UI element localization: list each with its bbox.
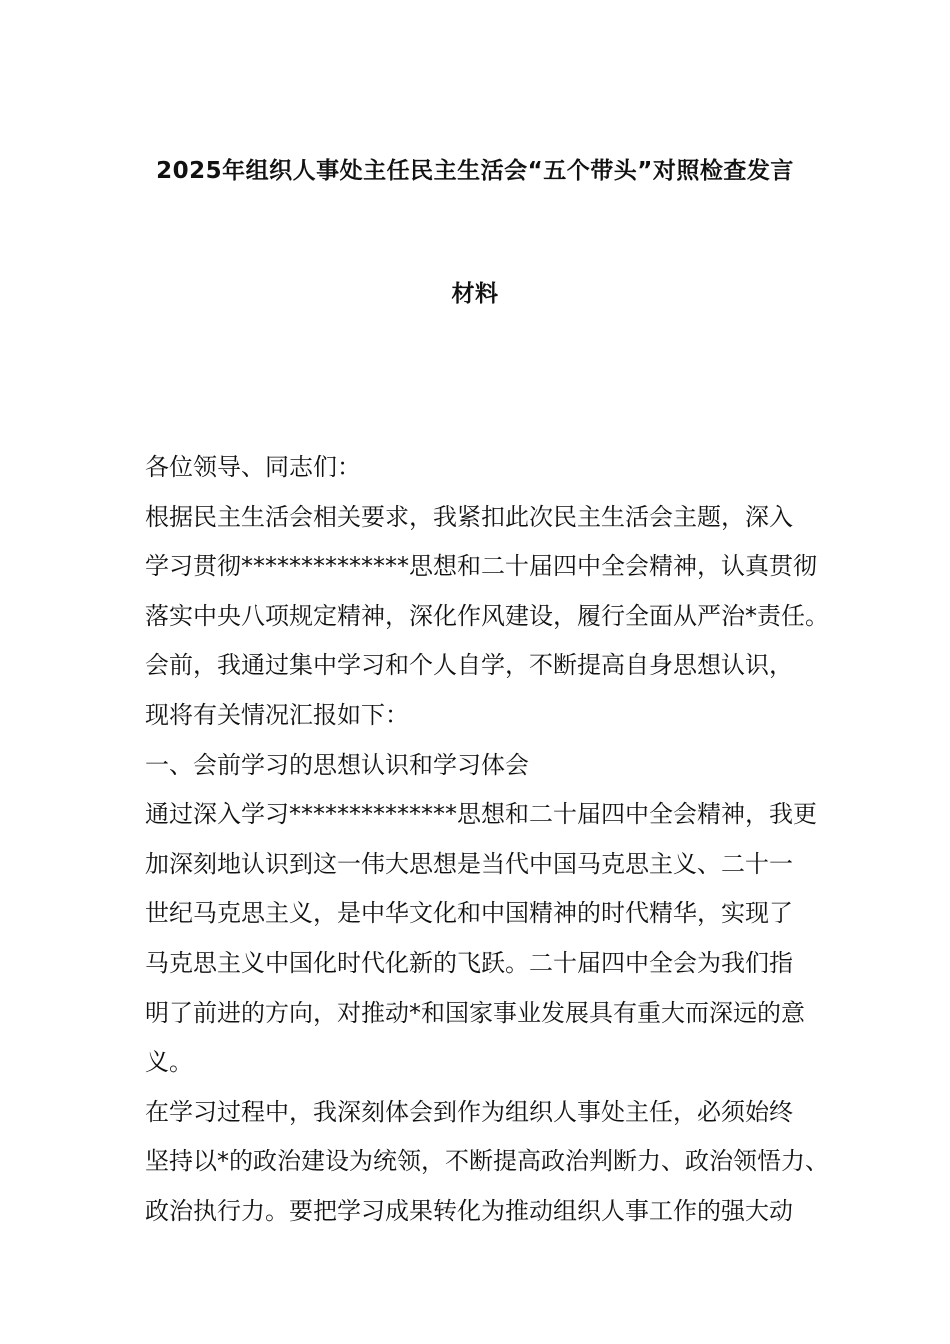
paragraph-line: 现将有关情况汇报如下： [145,700,409,729]
paragraph-line: 义。 [145,1048,193,1077]
paragraph-line: 政治执行力。要把学习成果转化为推动组织人事工作的强大动 [145,1196,793,1225]
paragraph-line: 通过深入学习**************思想和二十届四中全会精神，我更 [145,800,817,829]
paragraph-line: 明了前进的方向，对推动*和国家事业发展具有重大而深远的意 [145,998,805,1027]
paragraph-line: 世纪马克思主义，是中华文化和中国精神的时代精华，实现了 [145,899,793,928]
paragraph-line: 在学习过程中，我深刻体会到作为组织人事处主任，必须始终 [145,1097,793,1126]
section-heading: 一、会前学习的思想认识和学习体会 [145,750,529,779]
document-title: 2025年组织人事处主任民主生活会“五个带头”对照检查发言 [156,158,794,184]
document-body [145,443,835,1237]
paragraph-line: 会前，我通过集中学习和个人自学，不断提高自身思想认识， [145,651,793,680]
document-title-continuation: 材料 [451,281,499,307]
paragraph-line: 坚持以*的政治建设为统领，不断提高政治判断力、政治领悟力、 [145,1147,829,1176]
salutation: 各位领导、同志们： [145,453,361,481]
paragraph-line: 学习贯彻**************思想和二十届四中全会精神，认真贯彻 [145,552,817,581]
paragraph-line: 加深刻地认识到这一伟大思想是当代中国马克思主义、二十一 [145,849,793,878]
paragraph-line: 根据民主生活会相关要求，我紧扣此次民主生活会主题，深入 [145,502,793,531]
paragraph-line: 落实中央八项规定精神，深化作风建设，履行全面从严治*责任。 [145,601,829,630]
paragraph-line: 马克思主义中国化时代化新的飞跃。二十届四中全会为我们指 [145,948,793,977]
